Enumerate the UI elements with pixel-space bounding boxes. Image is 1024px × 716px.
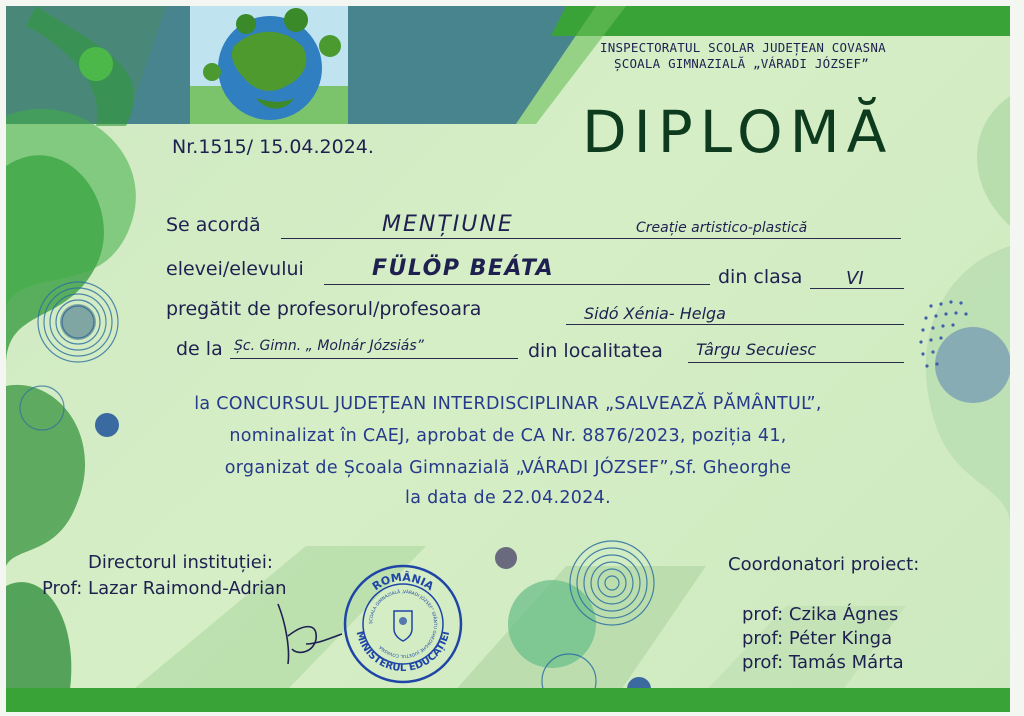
teacher-label: pregătit de profesorul/profesoara bbox=[166, 298, 482, 320]
institution-line-2: ȘCOALA GIMNAZIALĂ „VÁRADI JÓZSEF” bbox=[614, 56, 869, 71]
institution-line-1: INSPECTORATUL SCOLAR JUDEȚEAN COVASNA bbox=[600, 40, 886, 55]
award-section: Creație artistico-plastică bbox=[636, 220, 808, 236]
contest-line-2: nominalizat în CAEJ, aprobat de CA Nr. 8876/2023, poziția 41, bbox=[229, 426, 787, 446]
stamp-top-text: ROMÂNIA bbox=[369, 570, 437, 594]
contest-line-3: organizat de Școala Gimnazială „VÁRADI JÓZSEF”,Sf. Gheorghe bbox=[224, 458, 792, 478]
locality-underline bbox=[688, 362, 904, 363]
teacher-name: Sidó Xénia- Helga bbox=[584, 304, 726, 323]
diploma-title: DIPLOMĂ bbox=[582, 98, 894, 166]
award-value: MENȚIUNE bbox=[382, 212, 514, 237]
school-label: de la bbox=[176, 338, 223, 360]
coordinators-title: Coordonatori proiect: bbox=[728, 554, 920, 575]
coordinator-2: prof: Péter Kinga bbox=[742, 628, 893, 649]
contest-line-4: la data de 22.04.2024. bbox=[405, 488, 611, 508]
coordinator-1: prof: Czika Ágnes bbox=[742, 604, 899, 625]
student-name: FÜLÖP BEÁTA bbox=[372, 256, 555, 281]
locality-name: Târgu Secuiesc bbox=[696, 340, 817, 359]
class-value: VI bbox=[846, 268, 864, 289]
director-signature bbox=[268, 594, 348, 670]
director-name: Prof: Lazar Raimond-Adrian bbox=[42, 578, 287, 599]
locality-label: din localitatea bbox=[528, 340, 663, 362]
award-underline bbox=[281, 238, 901, 239]
teacher-underline bbox=[566, 324, 904, 325]
official-stamp bbox=[342, 563, 464, 685]
student-label: elevei/elevului bbox=[166, 258, 304, 280]
diploma-sheet bbox=[6, 6, 1010, 712]
coordinator-3: prof: Tamás Márta bbox=[742, 652, 904, 673]
contest-line-1: la CONCURSUL JUDEȚEAN INTERDISCIPLINAR „SALVEAZĂ PĂMÂNTUL”, bbox=[194, 394, 822, 414]
stamp-bottom-text: MINISTERUL EDUCAȚIEI bbox=[353, 629, 453, 675]
earth-picture bbox=[190, 6, 348, 124]
stamp-coat-of-arms-icon bbox=[394, 611, 412, 641]
award-label: Se acordă bbox=[166, 214, 261, 236]
school-name: Șc. Gimn. „ Molnár Józsiás” bbox=[234, 338, 424, 354]
director-title: Directorul instituției: bbox=[88, 552, 273, 573]
student-underline bbox=[324, 284, 710, 285]
school-underline bbox=[230, 358, 518, 359]
registration-number: Nr.1515/ 15.04.2024. bbox=[172, 136, 374, 158]
stamp-inner-text: ȘCOALA GIMNAZIALĂ „VÁRADI JÓZSEF” SFÂNTU GHEORGHE JUDEȚUL COVASNA bbox=[368, 589, 438, 659]
class-label: din clasa bbox=[718, 266, 803, 288]
